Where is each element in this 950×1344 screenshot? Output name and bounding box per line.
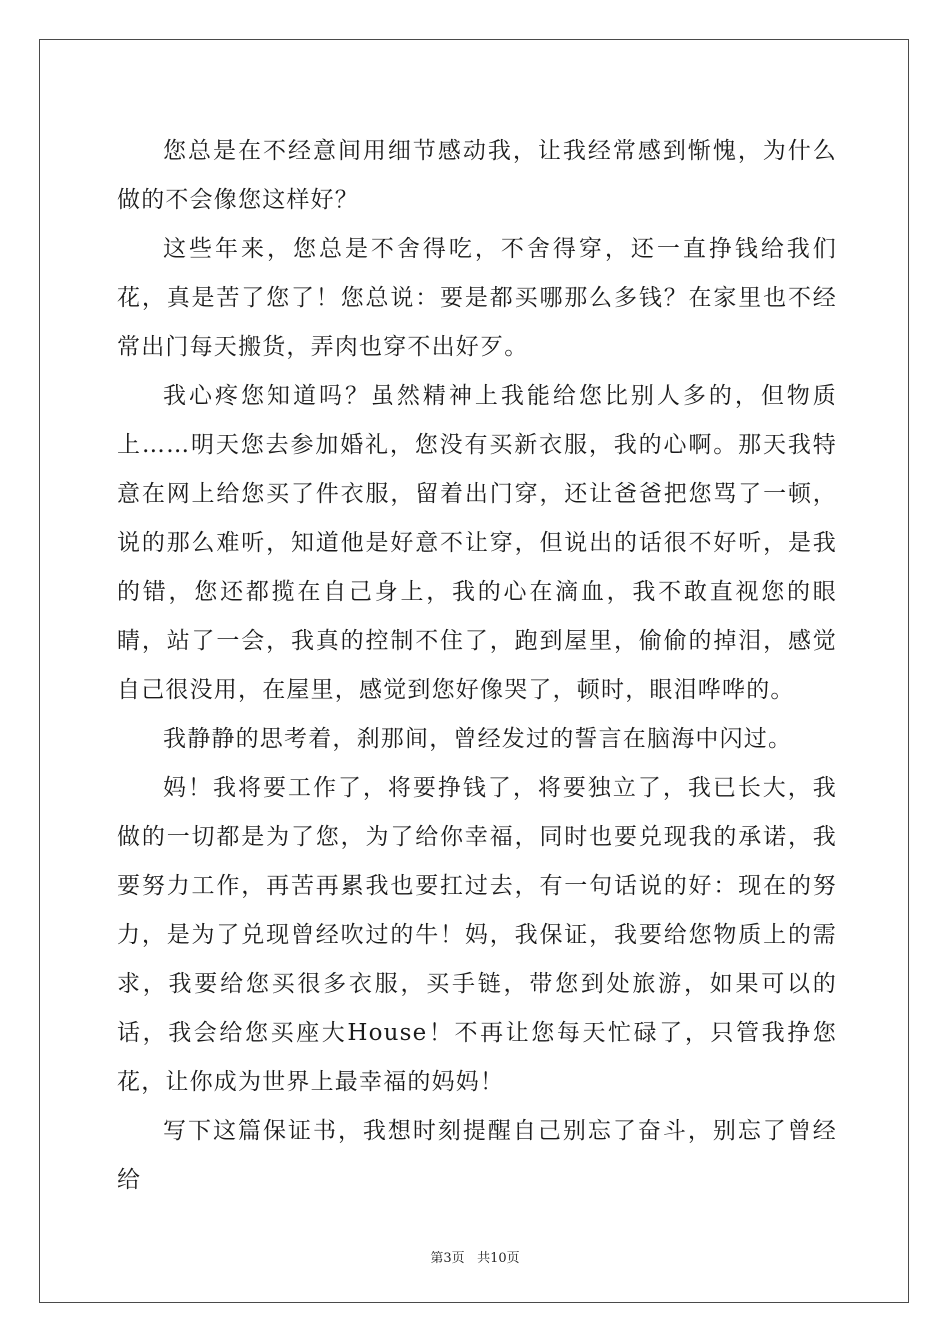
page-total: 共10页 bbox=[477, 1251, 520, 1266]
paragraph: 妈！我将要工作了，将要挣钱了，将要独立了，我已长大，我做的一切都是为了您，为了给你幸福，同时也要兑现我的承诺，我要努力工作，再苦再累我也要扛过去，有一句话说的好：现在的努力，是为了兑现曾经吹过的牛！妈，我保证，我要给您物质上的需求，我要给您买很多衣服，买手链，带您到处旅游，如果可以的话，我会给您买座大House！不再让您每天忙碌了，只管我挣您花，让你成为世界上最幸福的妈妈！ bbox=[117, 775, 837, 1095]
paragraph: 这些年来，您总是不舍得吃，不舍得穿，还一直挣钱给我们花，真是苦了您了！您总说：要是都买哪那么多钱？在家里也不经常出门每天搬货，弄肉也穿不出好歹。 bbox=[117, 236, 837, 360]
paragraph: 我静静的思考着，刹那间，曾经发过的誓言在脑海中闪过。 bbox=[163, 726, 793, 752]
paragraph: 我心疼您知道吗？虽然精神上我能给您比别人多的，但物质上……明天您去参加婚礼，您没有买新衣服，我的心啊。那天我特意在网上给您买了件衣服，留着出门穿，还让爸爸把您骂了一顿，说的那么难听，知道他是好意不让穿，但说出的话很不好听，是我的错，您还都揽在自己身上，我的心在滴血，我不敢直视您的眼睛，站了一会，我真的控制不住了，跑到屋里，偷偷的掉泪，感觉自己很没用，在屋里，感觉到您好像哭了，顿时，眼泪哗哗的。 bbox=[117, 383, 837, 703]
page-number: 第3页 bbox=[430, 1251, 465, 1266]
page-footer bbox=[0, 1247, 950, 1266]
document-body bbox=[117, 127, 837, 1205]
paragraph: 写下这篇保证书，我想时刻提醒自己别忘了奋斗，别忘了曾经给 bbox=[117, 1118, 837, 1193]
paragraph: 您总是在不经意间用细节感动我，让我经常感到惭愧，为什么做的不会像您这样好？ bbox=[117, 138, 837, 213]
